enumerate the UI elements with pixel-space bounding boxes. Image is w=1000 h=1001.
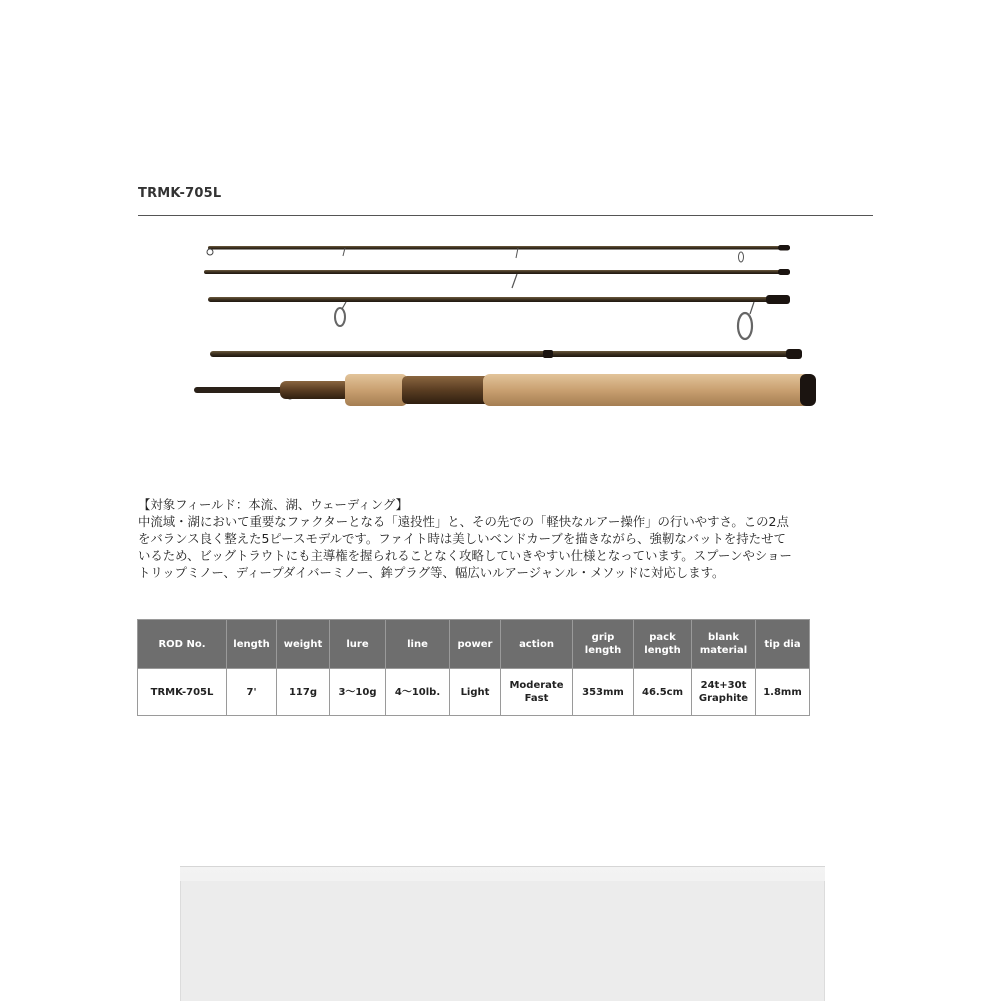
header-pack-length: pack length — [634, 620, 692, 669]
cell-line: 4～10lb. — [386, 669, 450, 716]
header-length: length — [227, 620, 277, 669]
cell-tip-dia: 1.8mm — [756, 669, 810, 716]
header-line: line — [386, 620, 450, 669]
cell-pack-length: 46.5cm — [634, 669, 692, 716]
cell-blank-material: 24t+30t Graphite — [692, 669, 756, 716]
next-image-placeholder — [180, 866, 825, 1001]
cell-length: 7' — [227, 669, 277, 716]
spec-table — [137, 619, 810, 716]
next-image-frame — [180, 881, 825, 1001]
description-line: 中流域・湖において重要なファクターとなる「遠投性」と、その先での「軽快なルアー操作」の行いやすさ。この2点 — [138, 514, 789, 529]
cell-action: Moderate Fast — [501, 669, 573, 716]
spec-table-header-row — [138, 620, 810, 669]
product-description — [138, 496, 873, 581]
header-power: power — [450, 620, 501, 669]
cell-grip-length: 353mm — [573, 669, 634, 716]
header-lure: lure — [330, 620, 386, 669]
header-grip-length: grip length — [573, 620, 634, 669]
cell-power: Light — [450, 669, 501, 716]
rod-section-2 — [204, 269, 790, 288]
header-rod-no: ROD No. — [138, 620, 227, 669]
description-line: をバランス良く整えた5ピースモデルです。ファイト時は美しいベンドカーブを描きながら、強靭なバットを持たせて — [138, 531, 786, 546]
model-title: TRMK-705L — [138, 186, 222, 201]
rod-section-3 — [208, 295, 790, 339]
cell-rod-no: TRMK-705L — [138, 669, 227, 716]
cell-lure: 3～10g — [330, 669, 386, 716]
header-weight: weight — [277, 620, 330, 669]
rod-tip-section — [207, 245, 790, 262]
description-heading: 【対象フィールド：本流、湖、ウェーディング】 — [138, 497, 408, 512]
title-divider — [138, 215, 873, 216]
header-tip-dia: tip dia — [756, 620, 810, 669]
rod-sections-image — [190, 236, 820, 416]
cell-weight: 117g — [277, 669, 330, 716]
description-line: トリップミノー、ディープダイバーミノー、鉾プラグ等、幅広いルアージャンル・メソッドに対応します。 — [138, 565, 725, 580]
description-line: いるため、ビッグトラウトにも主導権を握られることなく攻略していきやすい仕様となっています。スプーンやショー — [138, 548, 792, 563]
rod-butt-section — [194, 374, 816, 406]
table-row — [138, 669, 810, 716]
header-action: action — [501, 620, 573, 669]
rod-section-4 — [210, 349, 802, 359]
header-blank-material: blank material — [692, 620, 756, 669]
